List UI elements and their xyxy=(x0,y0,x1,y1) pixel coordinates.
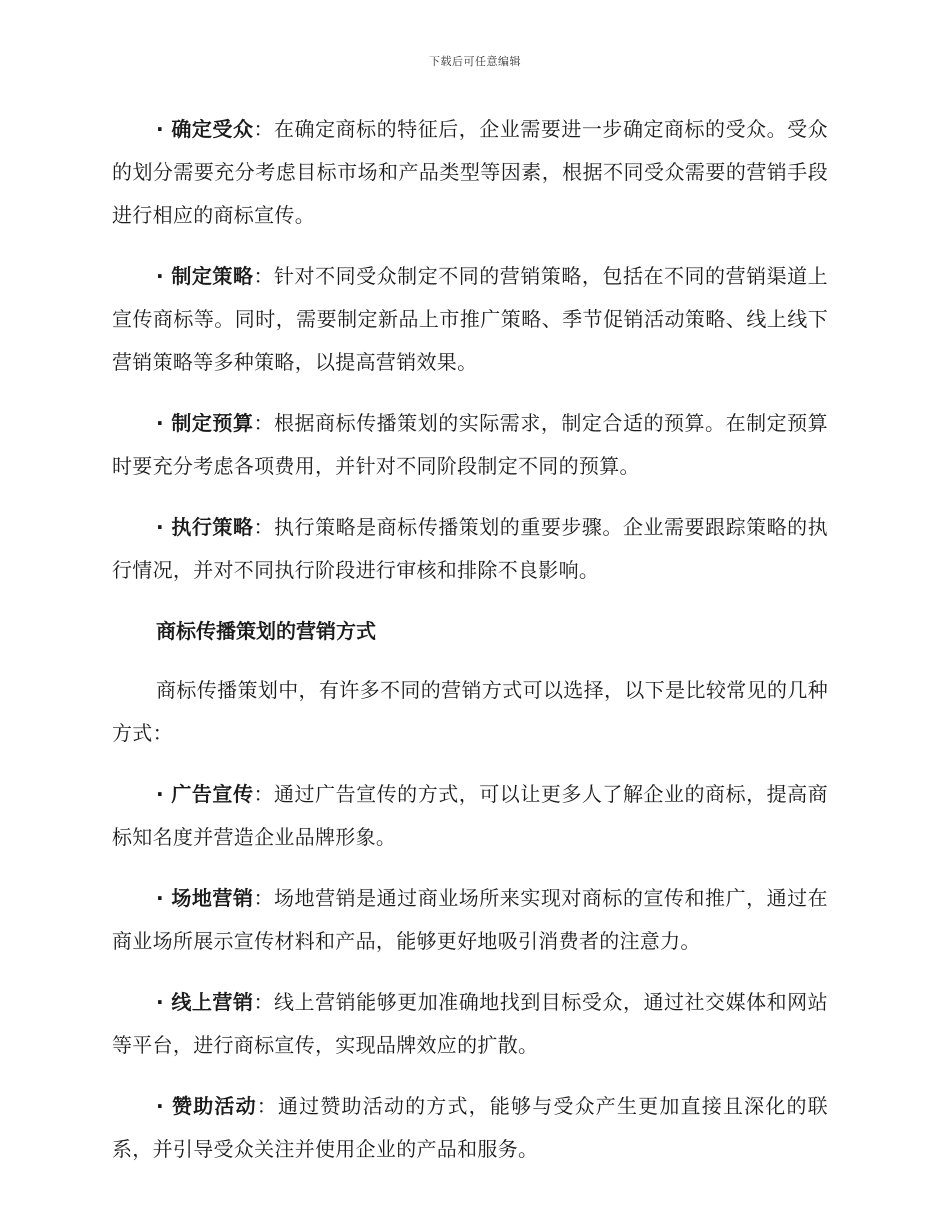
paragraph-online-marketing xyxy=(112,981,828,1067)
term-label: · 制定策略 xyxy=(156,264,254,288)
term-separator: ： xyxy=(253,515,275,539)
paragraph-text: 线上营销能够更加准确地找到目标受众，通过社交媒体和网站等平台，进行商标宣传，实现品牌效应的扩散。 xyxy=(112,990,828,1057)
term-label: · 执行策略 xyxy=(156,515,254,539)
paragraph-text: 通过赞助活动的方式，能够与受众产生更加直接且深化的联系，并引导受众关注并使用企业的产品和服务。 xyxy=(112,1094,828,1161)
term-label: · 确定受众 xyxy=(156,117,254,141)
paragraph-sponsorship xyxy=(112,1085,828,1171)
paragraph-text: 根据商标传播策划的实际需求，制定合适的预算。在制定预算时要充分考虑各项费用，并针对不同阶段制定不同的预算。 xyxy=(112,411,828,478)
page-header: 下载后可任意编辑 xyxy=(429,55,521,68)
paragraph-execute-strategy xyxy=(112,506,828,592)
paragraph-determine-audience xyxy=(112,108,828,237)
term-label: · 赞助活动 xyxy=(156,1094,257,1118)
term-separator: ： xyxy=(253,264,275,288)
paragraph-text: 针对不同受众制定不同的营销策略，包括在不同的营销渠道上宣传商标等。同时，需要制定新品上市推广策略、季节促销活动策略、线上线下营销策略等多种策略，以提高营销效果。 xyxy=(112,264,828,374)
paragraph-advertising xyxy=(112,773,828,859)
paragraph-formulate-budget xyxy=(112,402,828,488)
term-label: · 广告宣传 xyxy=(156,782,254,806)
term-separator: ： xyxy=(253,411,275,435)
paragraph-venue-marketing xyxy=(112,877,828,963)
paragraph-text: 场地营销是通过商业场所来实现对商标的宣传和推广，通过在商业场所展示宣传材料和产品，能够更好地吸引消费者的注意力。 xyxy=(112,886,828,953)
paragraph-text: 在确定商标的特征后，企业需要进一步确定商标的受众。受众的划分需要充分考虑目标市场和产品类型等因素，根据不同受众需要的营销手段进行相应的商标宣传。 xyxy=(112,117,828,227)
paragraph-text: 通过广告宣传的方式，可以让更多人了解企业的商标，提高商标知名度并营造企业品牌形象。 xyxy=(112,782,828,849)
term-separator: ： xyxy=(256,1094,278,1118)
term-label: · 制定预算 xyxy=(156,411,254,435)
paragraph-text: 商标传播策划中，有许多不同的营销方式可以选择，以下是比较常见的几种方式： xyxy=(112,678,828,745)
document-body xyxy=(112,108,828,1189)
section-heading: 商标传播策划的营销方式 xyxy=(156,619,376,643)
term-separator: ： xyxy=(253,990,275,1014)
term-label: · 场地营销 xyxy=(156,886,254,910)
term-separator: ： xyxy=(253,782,275,806)
paragraph-formulate-strategy xyxy=(112,255,828,384)
paragraph-text: 执行策略是商标传播策划的重要步骤。企业需要跟踪策略的执行情况，并对不同执行阶段进行审核和排除不良影响。 xyxy=(112,515,828,582)
term-label: · 线上营销 xyxy=(156,990,254,1014)
term-separator: ： xyxy=(253,886,275,910)
term-separator: ： xyxy=(253,117,275,141)
paragraph-intro xyxy=(112,669,828,755)
